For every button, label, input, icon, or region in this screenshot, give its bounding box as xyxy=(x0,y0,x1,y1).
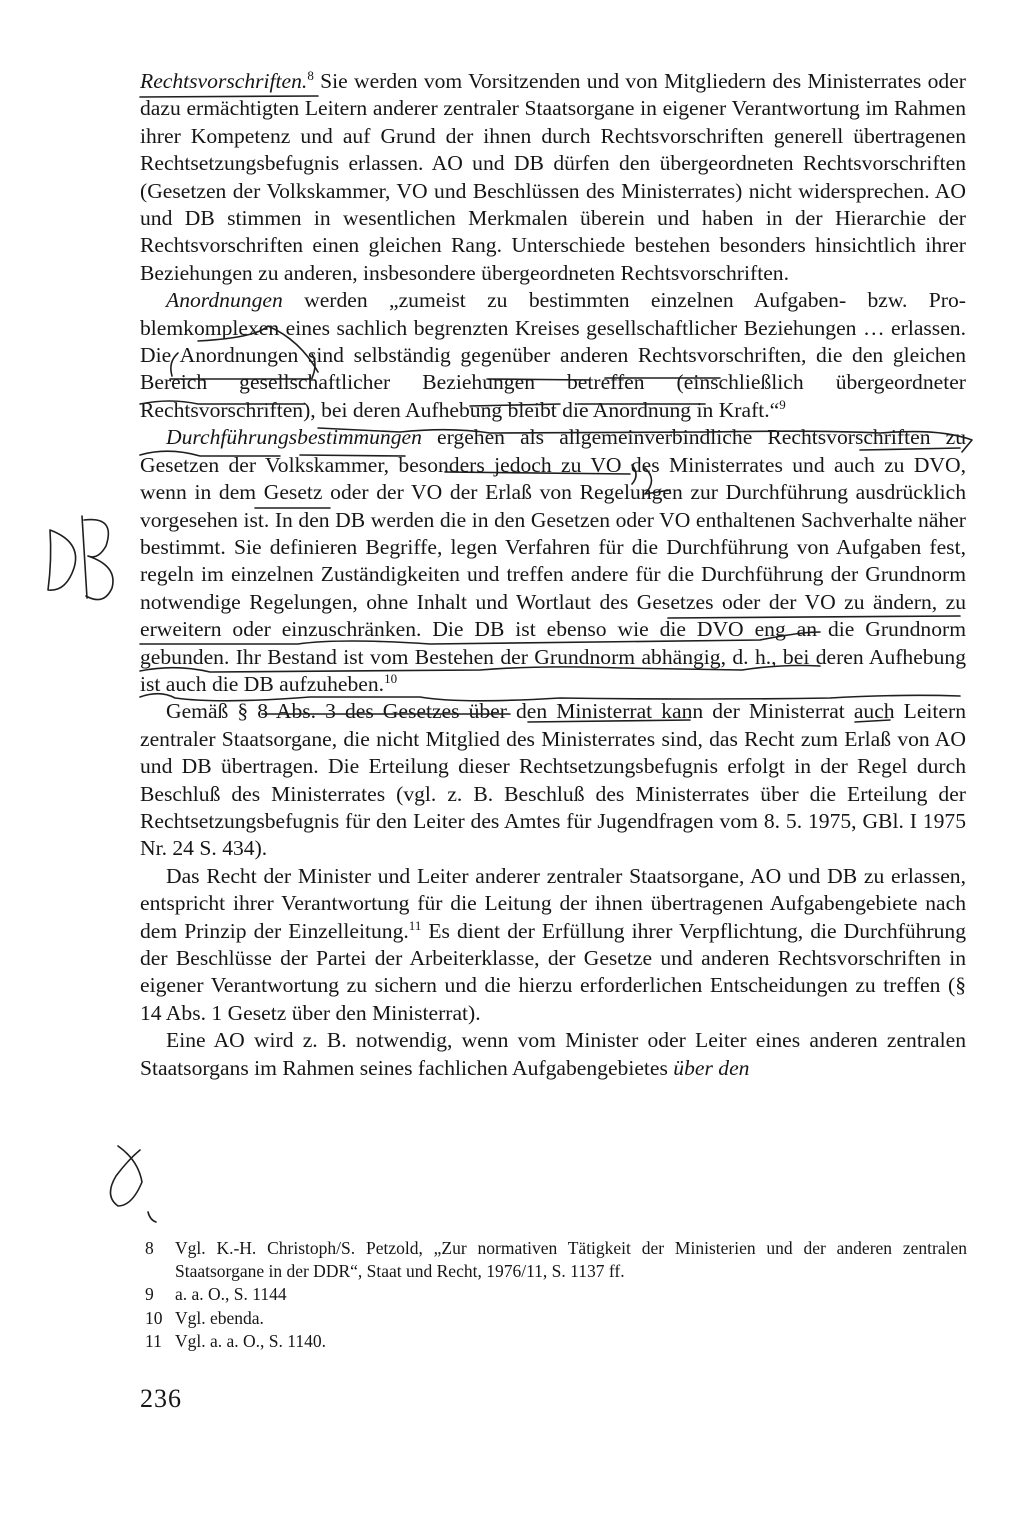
footnote xyxy=(145,1283,967,1306)
text-run: Eine AO wird z. B. notwendig, wenn vom Minister oder Leiter eines anderen zentralen Staatsorgans im Rahmen seines fachlichen Aufgabengebietes xyxy=(140,1028,966,1080)
footnote-number: 8 xyxy=(145,1238,154,1258)
footnote-reference: 11 xyxy=(408,917,422,933)
footnote-number: 9 xyxy=(145,1284,154,1305)
text-run: über den xyxy=(673,1055,750,1080)
text-run: Durchführungsbestimmungen xyxy=(166,425,422,450)
footnote-text: a. a. O., S. 1144 xyxy=(175,1284,287,1305)
handwritten-initials xyxy=(82,516,113,600)
text-run: werden „zumeist zu bestimmten einzelnen Aufgaben- bzw. Problemkomplexen eines sachlich begrenzten Kreises gesellschaftlicher Beziehungen … erlassen. Die Anordnungen sind selbständig gegenüber anderen Rechtsvorschriften, die den gleichen Bereich gesellschaftlicher Beziehungen betreffen (einschließlich übergeordneter Rechtsvorschriften), bei deren Aufhebung bleibt die Anordnung in Kraft.“ xyxy=(140,288,966,422)
text-run: Gemäß § 8 Abs. 3 des Gesetzes über den Ministerrat kann der Ministerrat auch Leitern zentraler Staatsorgane, die nicht Mitglied des Ministerrates sind, das Recht zum Erlaß von AO und DB übertragen. Die Erteilung dieser Rechtsetzungsbefugnis erfolgt in der Regel durch Beschluß des Ministerrates (vgl. z. B. Beschluß des Ministerrates über die Erteilung der Rechtsetzungsbefugnis für den Leiter des Amtes für Jugendfragen vom 8. 5. 1975, GBl. I 1975 Nr. 24 S. 434). xyxy=(140,699,966,861)
text-run: Es dient der Erfüllung ihrer Verpflichtung, die Durchführung der Beschlüsse der Partei der Arbeiterklasse, der Gesetze und anderen Rechtsvorschriften in eigener Verantwortung zu sichern und die hierzu erforderlichen Entscheidungen zu treffen (§ 14 Abs. 1 Gesetz über den Ministerrat). xyxy=(140,918,966,1025)
paragraph-2 xyxy=(140,287,966,424)
footnotes xyxy=(145,1237,967,1353)
body-text xyxy=(140,68,966,1082)
text-run: ergehen als allgemeinverbindliche Rechtsvorschriften zu Gesetzen der Volkskammer, besonders jedoch zu VO des Ministerrates und auch zu DVO, wenn in dem Gesetz oder der VO der Erlaß von Regelungen zur Durchführung ausdrücklich vorgesehen ist. In den DB werden die in den Gesetzen oder VO enthaltenen Sachverhalte näher bestimmt. Sie definieren Begriffe, legen Verfahren für die Durchführung von Aufgaben fest, regeln im einzelnen Zuständigkeiten und treffen andere für die Durchführung der Grundnorm notwendige Regelungen, ohne Inhalt und Wortlaut des Gesetzes oder der VO zu ändern, zu erweitern oder einzuschränken. Die DB ist ebenso wie die DVO eng an die Grundnorm gebunden. Ihr Bestand ist vom Bestehen der Grundnorm abhängig, d. h., bei deren Aufhebung ist auch die DB aufzuheben. xyxy=(140,425,966,696)
footnote-reference: 8 xyxy=(307,68,314,83)
text-run: Das Recht der Minister und Leiter anderer zentraler Staatsorgane, AO und DB zu erlassen, entspricht ihrer Verantwortung für die Leitung der ihnen übertragenen Aufgabengebiete nach dem Prinzip der Einzelleitung. xyxy=(140,863,966,943)
footnote xyxy=(145,1307,967,1330)
footnote-number: 10 xyxy=(145,1307,163,1328)
paragraph-4 xyxy=(140,698,966,862)
footnote xyxy=(145,1237,967,1283)
handwritten-cross xyxy=(110,1146,142,1206)
footnote-reference: 10 xyxy=(384,670,398,686)
paragraph-1 xyxy=(140,68,966,287)
paragraph-3 xyxy=(140,424,966,698)
page-number: 236 xyxy=(140,1384,182,1413)
paragraph-6 xyxy=(140,1027,966,1082)
footnote-reference: 9 xyxy=(779,396,786,412)
text-run: Anordnungen xyxy=(166,288,283,313)
handwritten-initials xyxy=(48,530,76,590)
text-run: Rechtsvorschriften. xyxy=(140,69,308,93)
handwritten-cross xyxy=(148,1212,156,1222)
text-run: Sie werden vom Vorsitzenden und von Mitgliedern des Ministerrates oder dazu ermächtigten Leitern anderer zentraler Staatsorgane in eigener Verantwortung im Rahmen ihrer Kompetenz und auf Grund der ihnen durch Rechtsvorschriften generell übertragenen Rechtsetzungsbefugnis erlassen. AO und DB dürfen den übergeordneten Rechtsvorschriften (Gesetzen der Volkskammer, VO und Beschlüssen des Ministerrates) nicht widersprechen. AO und DB stimmen in wesentlichen Merkmalen überein und haben in der Hierarchie der Rechtsvorschriften einen gleichen Rang. Unterschiede bestehen besonders hinsichtlich ihrer Beziehungen zu anderen, insbesondere übergeordneten Rechtsvorschriften. xyxy=(140,69,966,285)
footnote xyxy=(145,1330,967,1353)
footnote-text: Vgl. K.-H. Christoph/S. Petzold, „Zur normativen Tätigkeit der Ministerien und der anderen zentralen Staatsorgane in der DDR“, Staat und Recht, 1976/11, S. 1137 ff. xyxy=(175,1238,967,1282)
footnote-text: Vgl. a. a. O., S. 1140. xyxy=(175,1330,327,1351)
footnote-number: 11 xyxy=(145,1330,162,1351)
footnote-text: Vgl. ebenda. xyxy=(175,1307,264,1328)
paragraph-5 xyxy=(140,863,966,1027)
